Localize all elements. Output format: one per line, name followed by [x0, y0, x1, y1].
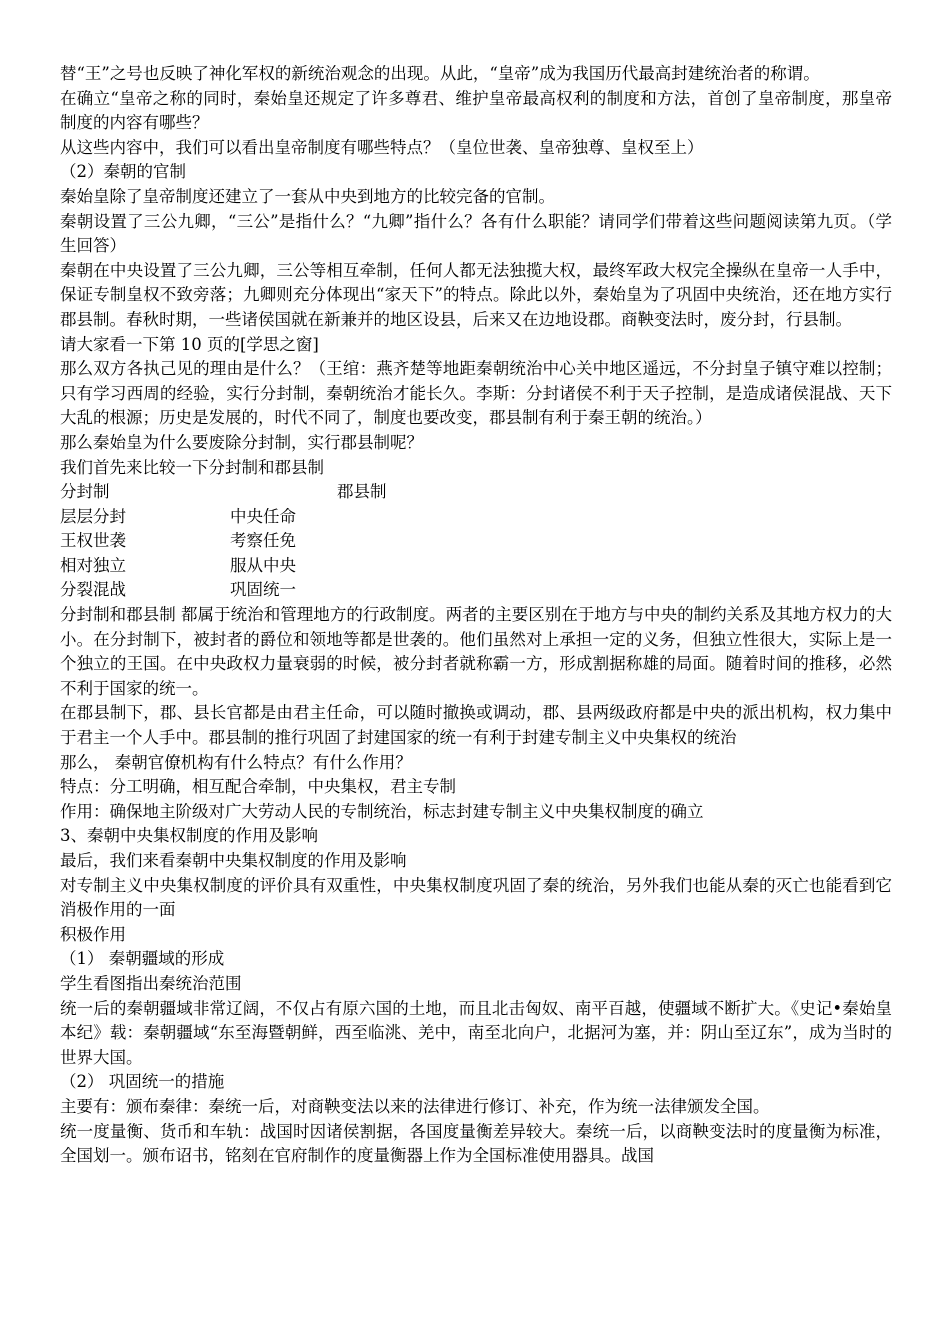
paragraph: 在郡县制下，郡、县长官都是由君主任命，可以随时撤换或调动，郡、县两级政府都是中央的派出机构，权力集中于君主一个人手中。郡县制的推行巩固了封建国家的统一有利于封建专制主义中央集权的统治 [60, 703, 892, 748]
paragraph: 积极作用 [60, 924, 126, 944]
paragraph: 我们首先来比较一下分封制和郡县制 [60, 457, 324, 477]
compare-cell-right: 巩固统一 [230, 580, 296, 600]
section-heading: （1） 秦朝疆域的形成 [60, 949, 225, 969]
paragraph: 特点：分工明确，相互配合牵制，中央集权，君主专制 [60, 777, 456, 797]
paragraph: 对专制主义中央集权制度的评价具有双重性，中央集权制度巩固了秦的统治，另外我们也能从秦的灭亡也能看到它消极作用的一面 [60, 875, 892, 920]
paragraph: 在确立“皇帝之称的同时，秦始皇还规定了许多尊君、维护皇帝最高权利的制度和方法，首创了皇帝制度，那皇帝制度的内容有哪些？ [60, 88, 892, 133]
paragraph: 秦朝设置了三公九卿，“三公”是指什么？“九卿”指什么？各有什么职能？请同学们带着这些问题阅读第九页。（学生回答） [60, 211, 892, 256]
compare-cell-left: 层层分封 [60, 506, 126, 526]
compare-row [60, 505, 892, 530]
compare-cell-left: 分裂混战 [60, 580, 126, 600]
compare-header-right: 郡县制 [337, 482, 387, 502]
paragraph: 秦朝在中央设置了三公九卿，三公等相互牵制，任何人都无法独揽大权，最终军政大权完全操纵在皇帝一人手中，保证专制皇权不致旁落；九卿则充分体现出“家天下”的特点。除此以外，秦始皇为了巩固中央统治，还在地方实行郡县制。春秋时期，一些诸侯国就在新兼并的地区设县，后来又在边地设郡。商鞅变法时，废分封，行县制。 [60, 260, 892, 329]
compare-cell-left: 王权世袭 [60, 531, 126, 551]
paragraph: 那么双方各执己见的理由是什么？（王绾：燕齐楚等地距秦朝统治中心关中地区遥远，不分封皇子镇守难以控制；只有学习西周的经验，实行分封制，秦朝统治才能长久。李斯：分封诸侯不利于天子控制，是造成诸侯混战、天下大乱的根源；历史是发展的，时代不同了，制度也要改变，郡县制有利于秦王朝的统治。） [60, 359, 892, 428]
compare-row [60, 529, 892, 554]
compare-cell-right: 考察任免 [230, 531, 296, 551]
paragraph: 请大家看一下第 10 页的[学思之窗] [60, 334, 319, 354]
compare-row [60, 578, 892, 603]
paragraph: 主要有：颁布秦律：秦统一后，对商鞅变法以来的法律进行修订、补充，作为统一法律颁发全国。 [60, 1096, 770, 1116]
section-heading: （2）秦朝的官制 [60, 162, 186, 182]
compare-header-left: 分封制 [60, 482, 110, 502]
document-page [60, 62, 892, 1169]
section-heading: （2） 巩固统一的措施 [60, 1072, 225, 1092]
section-heading: 3、秦朝中央集权制度的作用及影响 [60, 826, 318, 846]
compare-cell-left: 相对独立 [60, 555, 126, 575]
paragraph: 那么秦始皇为什么要废除分封制，实行郡县制呢？ [60, 432, 423, 452]
paragraph: 最后，我们来看秦朝中央集权制度的作用及影响 [60, 851, 407, 870]
paragraph: 统一度量衡、货币和车轨：战国时因诸侯割据，各国度量衡差异较大。秦统一后，以商鞅变法时的度量衡为标准，全国划一。颁布诏书，铭刻在官府制作的度量衡器上作为全国标准使用器具。战国 [60, 1121, 892, 1166]
paragraph: 统一后的秦朝疆域非常辽阔，不仅占有原六国的土地，而且北击匈奴、南平百越，使疆域不断扩大。《史记•秦始皇本纪》载：秦朝疆域“东至海暨朝鲜，西至临洮、羌中，南至北向户，北据河为塞，并：阴山至辽东”，成为当时的世界大国。 [60, 998, 892, 1067]
paragraph: 作用：确保地主阶级对广大劳动人民的专制统治，标志封建专制主义中央集权制度的确立 [60, 801, 704, 821]
compare-header [60, 480, 892, 505]
paragraph: 秦始皇除了皇帝制度还建立了一套从中央到地方的比较完备的官制。 [60, 186, 555, 206]
compare-cell-right: 中央任命 [230, 506, 296, 526]
paragraph: 学生看图指出秦统治范围 [60, 973, 242, 993]
paragraph: 那么， 秦朝官僚机构有什么特点？有什么作用？ [60, 752, 412, 772]
paragraph: 分封制和郡县制 都属于统治和管理地方的行政制度。两者的主要区别在于地方与中央的制约关系及其地方权力的大小。在分封制下，被封者的爵位和领地等都是世袭的。他们虽然对上承担一定的义务，但独立性很大，实际上是一个独立的王国。在中央政权力量衰弱的时候，被分封者就称霸一方，形成割据称雄的局面。随着时间的推移，必然不利于国家的统一。 [60, 605, 892, 698]
compare-row [60, 554, 892, 579]
compare-cell-right: 服从中央 [230, 555, 296, 575]
paragraph: 从这些内容中，我们可以看出皇帝制度有哪些特点？（皇位世袭、皇帝独尊、皇权至上） [60, 137, 704, 157]
paragraph: 替“王”之号也反映了神化军权的新统治观念的出现。从此，“皇帝”成为我国历代最高封建统治者的称谓。 [60, 64, 820, 83]
